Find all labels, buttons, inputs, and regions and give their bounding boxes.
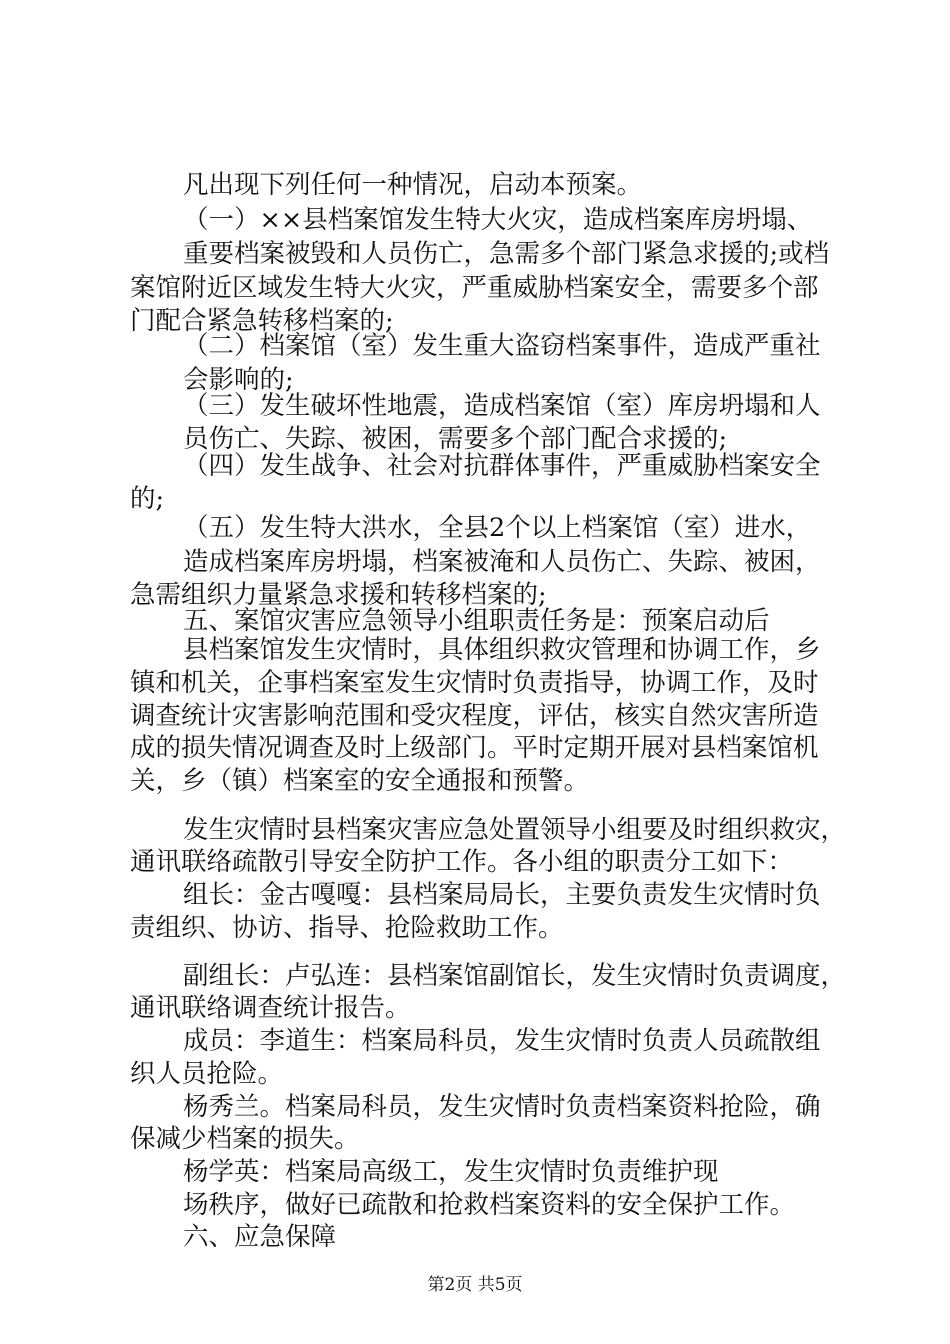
text-line: 案馆附近区域发生特大火灾，严重威胁档案安全，需要多个部	[130, 273, 819, 303]
text-line: 通讯联络调查统计报告。	[130, 993, 411, 1023]
text-line: 会影响的;	[183, 365, 294, 395]
text-line: 急需组织力量紧急求援和转移档案的;	[130, 580, 547, 610]
text-line: 凡出现下列任何一种情况，启动本预案。	[183, 170, 643, 200]
text-line: 成员：李道生：档案局科员，发生灾情时负责人员疏散组	[183, 1026, 821, 1056]
text-line: （二）档案馆（室）发生重大盗窃档案事件，造成严重社	[183, 331, 821, 361]
text-line: 重要档案被毁和人员伤亡，急需多个部门紧急求援的;或档	[183, 239, 830, 269]
section-heading: 六、应急保障	[183, 1222, 337, 1252]
text-line: 门配合紧急转移档案的;	[130, 306, 394, 336]
text-line: 杨学英：档案局高级工，发生灾情时负责维护现	[183, 1157, 719, 1187]
text-line: 杨秀兰。档案局科员，发生灾情时负责档案资料抢险，确	[183, 1092, 821, 1122]
text-line: 组长：金古嘎嘎：县档案局局长，主要负责发生灾情时负	[183, 880, 821, 910]
text-line: 织人员抢险。	[130, 1059, 284, 1089]
text-line: 造成档案库房坍塌，档案被淹和人员伤亡、失踪、被困，	[183, 547, 821, 577]
text-line: 发生灾情时县档案灾害应急处置领导小组要及时组织救灾，	[183, 815, 847, 845]
text-line: 县档案馆发生灾情时，具体组织救灾管理和协调工作，乡	[183, 635, 821, 665]
text-line: （四）发生战争、社会对抗群体事件，严重威胁档案安全	[183, 451, 821, 481]
section-heading: 五、案馆灾害应急领导小组职责任务是：预案启动后	[183, 606, 770, 636]
page-number-footer: 第2页 共5页	[427, 1275, 523, 1295]
text-line: 保减少档案的损失。	[130, 1124, 360, 1154]
text-line: 的;	[130, 484, 165, 514]
text-line: 调查统计灾害影响范围和受灾程度，评估，核实自然灾害所造	[130, 701, 819, 731]
text-line: 副组长：卢弘连：县档案馆副馆长，发生灾情时负责调度，	[183, 961, 847, 991]
text-line: 镇和机关，企事档案室发生灾情时负责指导，协调工作，及时	[130, 668, 819, 698]
text-line: 责组织、协访、指导、抢险救助工作。	[130, 913, 564, 943]
text-line: 关，乡（镇）档案室的安全通报和预警。	[130, 766, 590, 796]
text-line: （五）发生特大洪水，全县2个以上档案馆（室）进水，	[183, 513, 812, 543]
text-line: 员伤亡、失踪、被困，需要多个部门配合求援的;	[183, 424, 728, 454]
text-line: 成的损失情况调查及时上级部门。平时定期开展对县档案馆机	[130, 733, 819, 763]
text-line: 场秩序，做好已疏散和抢救档案资料的安全保护工作。	[183, 1190, 796, 1220]
text-line: （三）发生破坏性地震，造成档案馆（室）库房坍塌和人	[183, 391, 821, 421]
text-line: 通讯联络疏散引导安全防护工作。各小组的职责分工如下：	[130, 847, 794, 877]
text-line: （一）××县档案馆发生特大火灾，造成档案库房坍塌、	[183, 205, 813, 235]
